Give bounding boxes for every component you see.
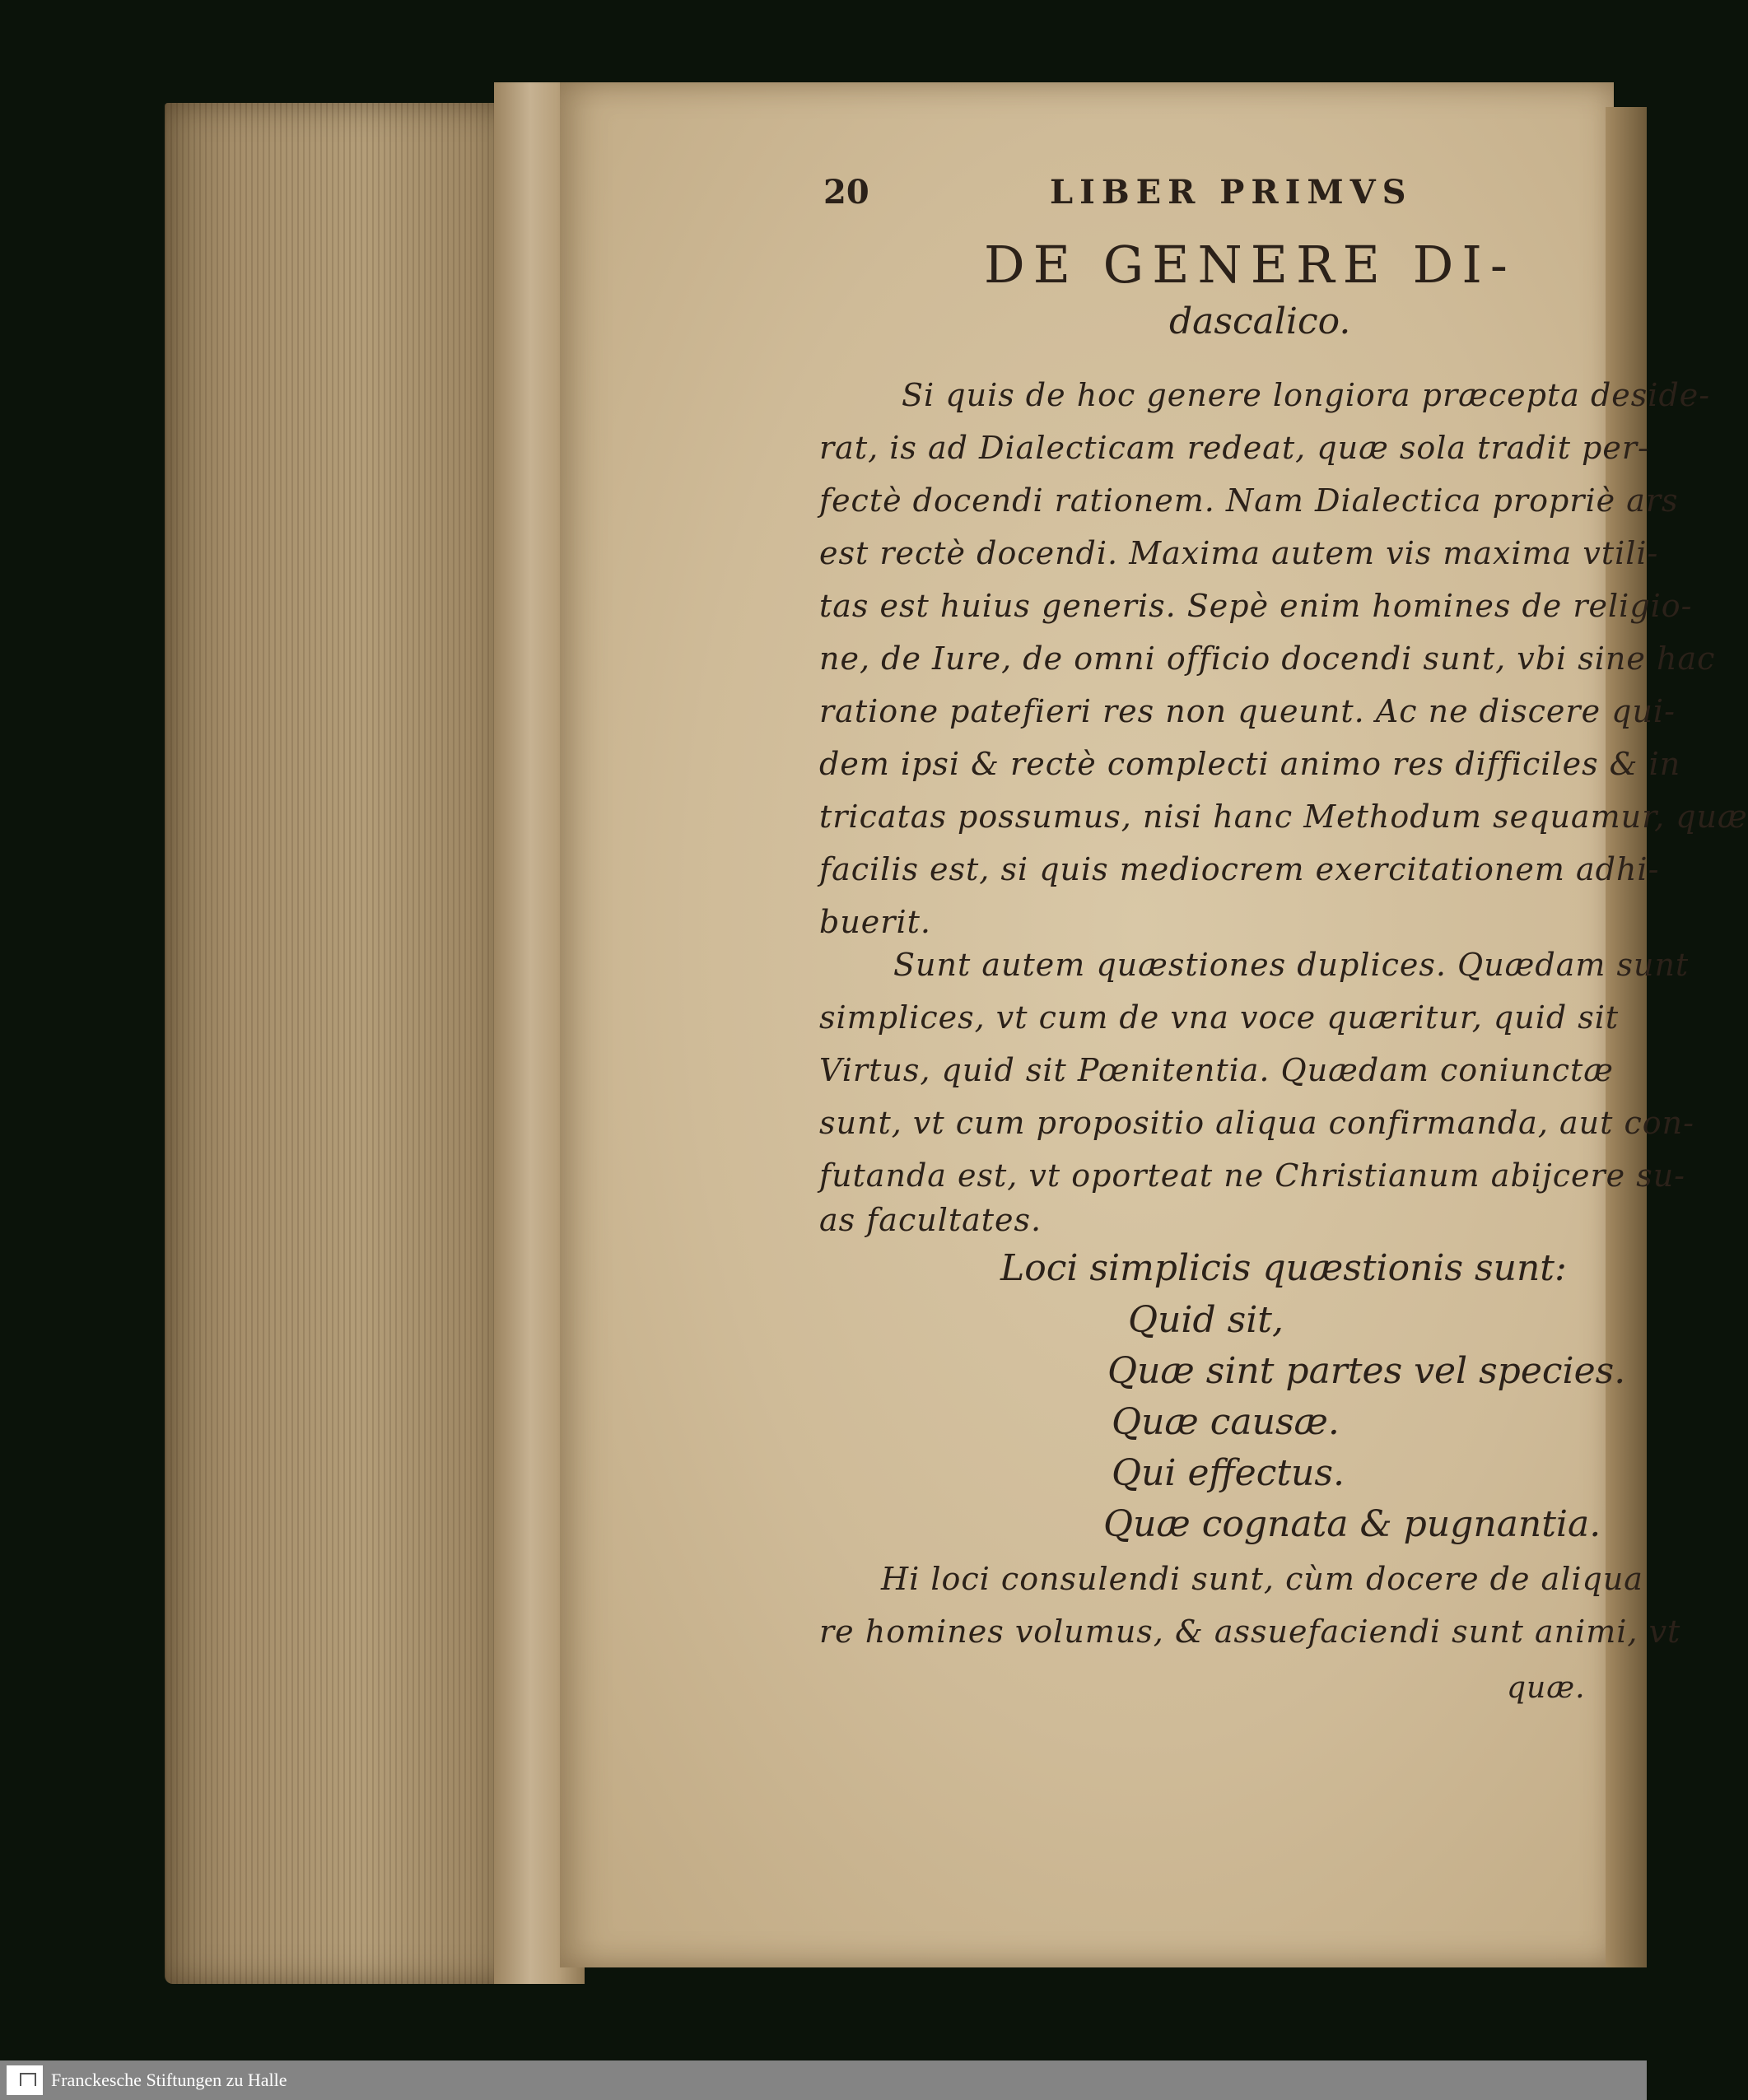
running-head: LIBER PRIMVS bbox=[1050, 173, 1413, 212]
institution-logo bbox=[7, 2065, 43, 2095]
logo-building-icon bbox=[20, 2073, 36, 2086]
paragraph-2-line: as facultates. bbox=[819, 1202, 1042, 1238]
paragraph-1-line: facilis est, si quis mediocrem exercitationem adhi- bbox=[819, 851, 1660, 887]
loci-heading: Loci simplicis quæstionis sunt: bbox=[1000, 1247, 1567, 1289]
paragraph-1-line: fectè docendi rationem. Nam Dialectica propriè ars bbox=[819, 482, 1679, 519]
page-number: 20 bbox=[823, 173, 869, 212]
paragraph-2-line: simplices, vt cum de vna voce quæritur, quid sit bbox=[819, 999, 1620, 1036]
paragraph-1-line: rat, is ad Dialecticam redeat, quæ sola tradit per- bbox=[819, 430, 1649, 466]
loci-item: Quæ sint partes vel species. bbox=[1107, 1350, 1626, 1392]
paragraph-3-line: Hi loci consulendi sunt, cùm docere de aliqua bbox=[881, 1561, 1643, 1597]
loci-item: Qui effectus. bbox=[1112, 1452, 1345, 1494]
paragraph-3-line: re homines volumus, & assuefaciendi sunt animi, vt bbox=[819, 1613, 1681, 1650]
loci-item: Quæ causæ. bbox=[1112, 1401, 1340, 1443]
catchword: quæ. bbox=[1507, 1671, 1586, 1705]
paragraph-1-line: est rectè docendi. Maxima autem vis maxima vtili- bbox=[819, 535, 1659, 571]
chapter-title-line-1: DE GENERE DI- bbox=[984, 235, 1516, 295]
paragraph-1-line: Si quis de hoc genere longiora præcepta deside- bbox=[902, 377, 1711, 413]
paragraph-2-line: futanda est, vt oporteat ne Christianum abijcere su- bbox=[819, 1157, 1686, 1194]
book-page-edges bbox=[165, 103, 527, 1984]
loci-item: Quid sit, bbox=[1128, 1299, 1284, 1341]
paragraph-1-line: dem ipsi & rectè complecti animo res difficiles & in bbox=[819, 746, 1681, 782]
paragraph-2-line: sunt, vt cum propositio aliqua confirmanda, aut con- bbox=[819, 1105, 1694, 1141]
paragraph-1-line: buerit. bbox=[819, 904, 931, 940]
paragraph-1-line: tricatas possumus, nisi hanc Methodum sequamur, quæ bbox=[819, 799, 1748, 835]
paragraph-1-line: ratione patefieri res non queunt. Ac ne discere qui- bbox=[819, 693, 1676, 729]
footer-institution-name: Franckesche Stiftungen zu Halle bbox=[51, 2070, 287, 2090]
paragraph-2-line: Virtus, quid sit Pœnitentia. Quædam coniunctæ bbox=[819, 1052, 1614, 1088]
chapter-title-line-2: dascalico. bbox=[1169, 300, 1351, 342]
paragraph-1-line: tas est huius generis. Sepè enim homines de religio- bbox=[819, 588, 1693, 624]
paragraph-1-line: ne, de Iure, de omni officio docendi sunt, vbi sine hac bbox=[819, 640, 1716, 677]
paragraph-2-line: Sunt autem quæstiones duplices. Quædam sunt bbox=[893, 947, 1690, 983]
footer-bar bbox=[0, 2060, 1647, 2100]
loci-item: Quæ cognata & pugnantia. bbox=[1103, 1503, 1601, 1545]
